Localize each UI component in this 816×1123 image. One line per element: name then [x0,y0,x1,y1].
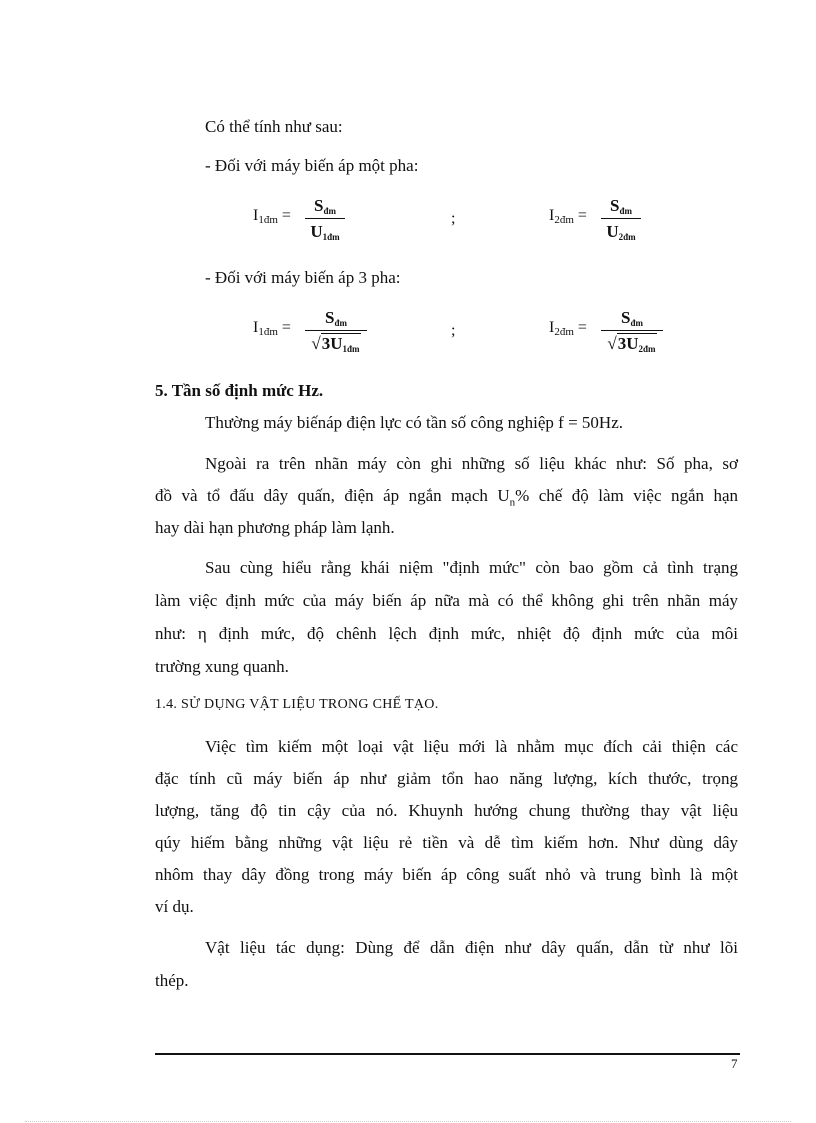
paragraph-label-line: Ngoài ra trên nhãn máy còn ghi những số liệu khác như: Số pha, sơ [205,454,738,473]
paragraph-active-material-line: thép. [155,971,189,990]
paragraph-label-line: đồ và tổ đấu dây quấn, điện áp ngắn mạch $U_n\%$ chế độ làm việc ngắn hạn [155,486,739,509]
paragraph-active-material-line: Vật liệu tác dụng: Dùng để dẫn điện như dây quấn, dẫn từ như lõi [205,938,738,957]
paragraph-materials-line: nhôm thay dây đồng trong máy biến áp công suất nhỏ và trung bình là một [155,865,738,884]
fraction-s-over-u1: $S_{đm}$ $U_{1đm}$ [305,196,345,242]
formula-i2-single: $I_{2đm}$ = [549,207,587,226]
fraction-s-over-sqrt3-u2: $S_{đm}$ $√3U_{2đm}$ [601,308,663,354]
paragraph-rated-line: Sau cùng hiểu rằng khái niệm "định mức" còn bao gồm cả tình trạng [205,558,738,577]
footer-rule [155,1053,740,1055]
paragraph-frequency: Thường máy biếnáp điện lực có tần số công nghiệp f = 50Hz. [205,413,623,432]
single-phase-label: - Đối với máy biến áp một pha: [205,156,419,175]
paragraph-rated-line: làm việc định mức của máy biến áp nữa mà có thể không ghi trên nhãn máy [155,591,738,610]
page-bottom-border [25,1121,791,1122]
formula-i1-three: $I_{1đm}$ = [253,319,291,338]
paragraph-materials-line: lượng, tăng độ tin cậy của nó. Khuynh hướng chung thường thay vật liệu [155,801,738,820]
fraction-s-over-sqrt3-u1: $S_{đm}$ $√3U_{1đm}$ [305,308,367,354]
paragraph-materials-line: qúy hiếm bằng những vật liệu rẻ tiền và dễ tìm kiếm hơn. Như dùng dây [155,833,738,852]
paragraph-rated-line: như: η định mức, độ chênh lệch định mức, nhiệt độ định mức của môi [155,624,738,643]
paragraph-label-line: hay dài hạn phương pháp làm lạnh. [155,518,395,537]
formula-separator: ; [451,210,456,227]
section-1-4-heading: 1.4. SỬ DỤNG VẬT LIỆU TRONG CHẾ TẠO. [155,697,439,712]
three-phase-label: - Đối với máy biến áp 3 pha: [205,268,401,287]
formula-i1-single: $I_{1đm}$ = [253,207,291,226]
paragraph-rated-line: trường xung quanh. [155,657,289,676]
paragraph-materials-line: đặc tính cũ máy biến áp như giảm tổn hao năng lượng, kích thước, trọng [155,769,738,788]
page-number: 7 [731,1056,738,1071]
section-5-heading: 5. Tần số định mức Hz. [155,381,324,400]
paragraph-materials-line: ví dụ. [155,897,194,916]
formula-i2-three: $I_{2đm}$ = [549,319,587,338]
fraction-s-over-u2: $S_{đm}$ $U_{2đm}$ [601,196,641,242]
formula-separator-2: ; [451,322,456,339]
paragraph-materials-line: Việc tìm kiếm một loại vật liệu mới là nhằm mục đích cải thiện các [205,737,738,756]
intro-text: Có thể tính như sau: [205,117,343,136]
